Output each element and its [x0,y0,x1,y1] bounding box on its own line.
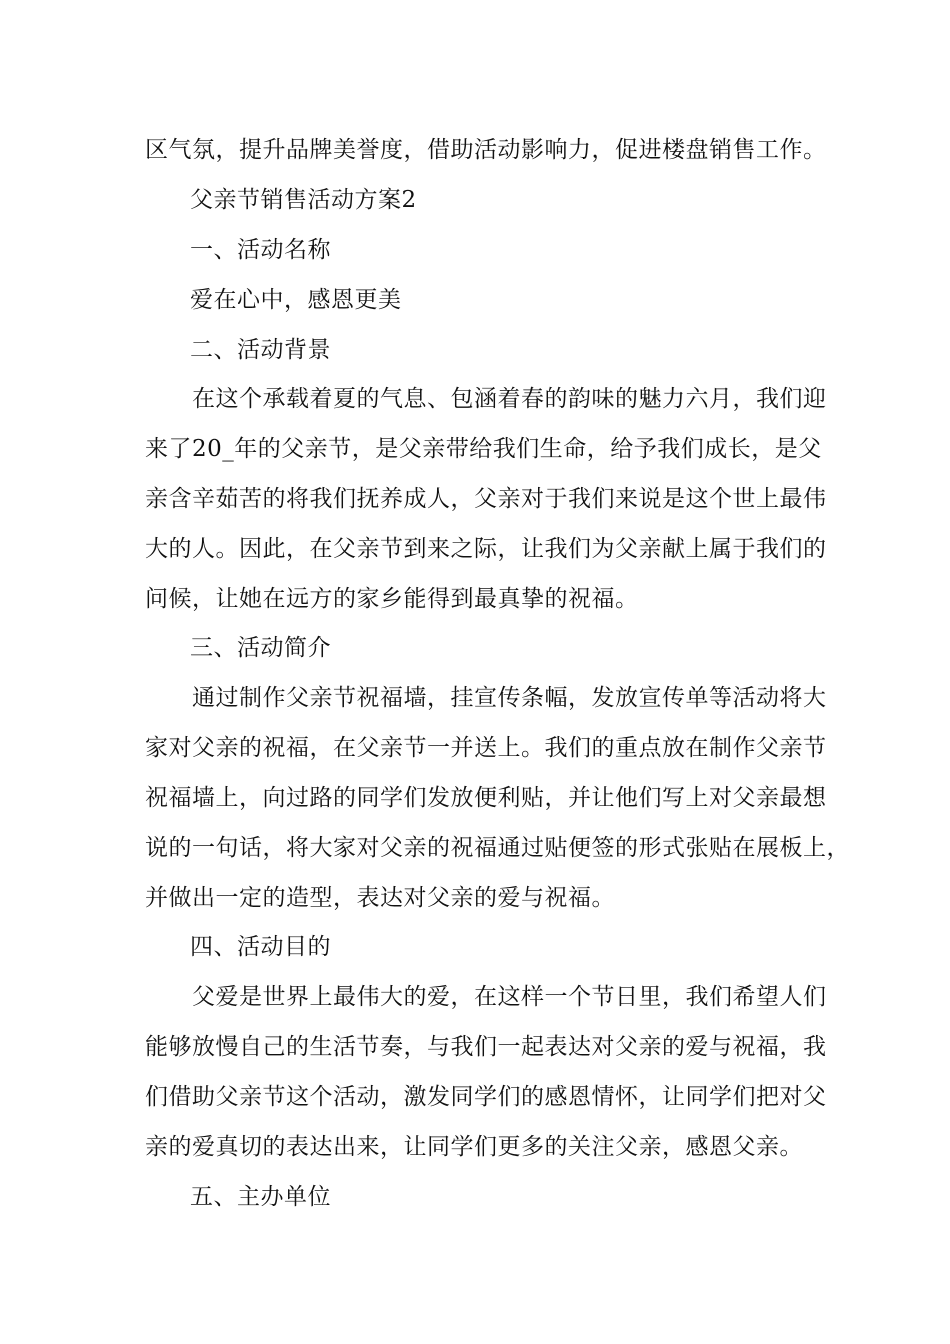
paragraph-line: 能够放慢自己的生活节奏，与我们一起表达对父亲的爱与祝福，我 [145,1034,827,1060]
paragraph-line: 通过制作父亲节祝福墙，挂宣传条幅，发放宣传单等活动将大 [192,685,827,711]
section-title: 父亲节销售活动方案2 [190,187,417,213]
paragraph-line: 区气氛，提升品牌美誉度，借助活动影响力，促进楼盘销售工作。 [145,137,827,163]
paragraph-line: 问候，让她在远方的家乡能得到最真挚的祝福。 [145,586,639,612]
heading-activity-purpose: 四、活动目的 [190,934,331,960]
heading-organizer: 五、主办单位 [190,1184,331,1210]
activity-name-text: 爱在心中，感恩更美 [190,287,402,313]
heading-activity-name: 一、活动名称 [190,237,331,263]
paragraph-line: 并做出一定的造型，表达对父亲的爱与祝福。 [145,885,615,911]
paragraph-line: 祝福墙上，向过路的同学们发放便利贴，并让他们写上对父亲最想 [145,785,827,811]
paragraph-line: 大的人。因此，在父亲节到来之际，让我们为父亲献上属于我们的 [145,536,827,562]
heading-activity-background: 二、活动背景 [190,337,331,363]
paragraph-line: 们借助父亲节这个活动，激发同学们的感恩情怀，让同学们把对父 [145,1084,827,1110]
paragraph-line: 来了20_年的父亲节，是父亲带给我们生命，给予我们成长，是父 [145,436,822,462]
paragraph-line: 说的一句话，将大家对父亲的祝福通过贴便签的形式张贴在展板上， [145,835,850,861]
paragraph-line: 家对父亲的祝福，在父亲节一并送上。我们的重点放在制作父亲节 [145,735,827,761]
paragraph-line: 在这个承载着夏的气息、包涵着春的韵味的魅力六月，我们迎 [192,386,827,412]
paragraph-line: 亲含辛茹苦的将我们抚养成人，父亲对于我们来说是这个世上最伟 [145,486,827,512]
paragraph-line: 父爱是世界上最伟大的爱，在这样一个节日里，我们希望人们 [192,984,827,1010]
heading-activity-intro: 三、活动简介 [190,635,331,661]
paragraph-line: 亲的爱真切的表达出来，让同学们更多的关注父亲，感恩父亲。 [145,1134,803,1160]
